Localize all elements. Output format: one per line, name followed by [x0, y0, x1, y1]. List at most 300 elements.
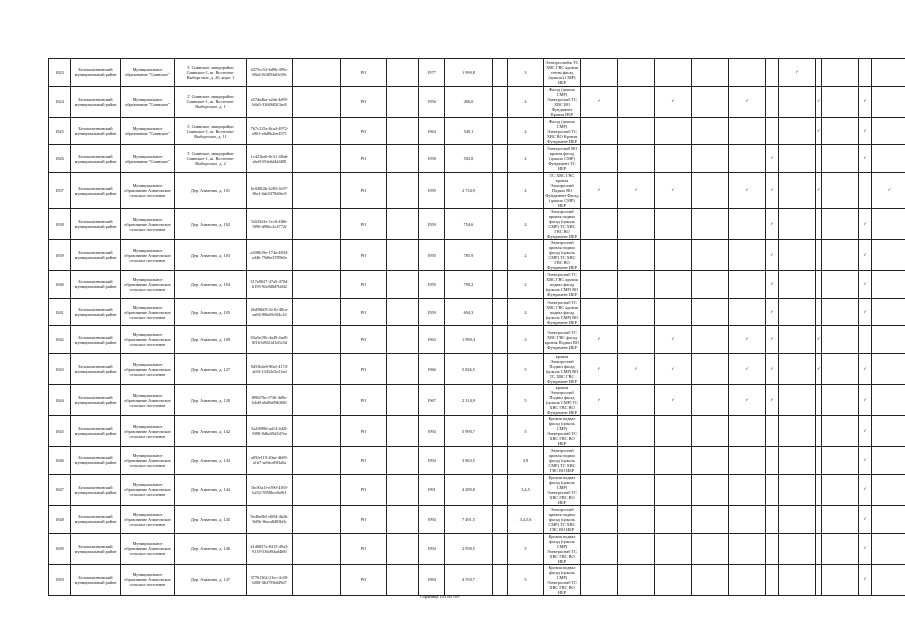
work-check-cell — [729, 326, 766, 354]
type-cell: РО — [341, 117, 387, 145]
works-list-cell: Электроснаб кровля подвал фасад (цоколь СМР) ТС ХВС ГВС ВО ИБР — [544, 505, 581, 533]
area-cell: 7 491,5 — [445, 505, 493, 533]
blank-cell — [493, 173, 508, 209]
checkmark-icon: ✓ — [770, 156, 774, 162]
address-cell: Дер. Азиатово, д. 103 — [175, 240, 247, 271]
year-cell: 1964 — [419, 117, 445, 145]
floors-cell: 3,4,5,6 — [508, 505, 544, 533]
work-check-cell — [692, 564, 729, 595]
table-row — [49, 533, 905, 564]
works-list-cell: Электроснаб ТС ХВС ГВС кровля подвал фасад (цоколь СМР) ВО Фундамент ИБР — [544, 271, 581, 299]
district-cell: Белокалитвинский муниципальный район — [71, 564, 121, 595]
floors-cell: 3 — [508, 326, 544, 354]
work-check-cell — [766, 474, 779, 505]
settlement-cell: Муниципальное образование Азиатовское сельское поселение — [121, 474, 175, 505]
work-check-cell — [618, 209, 655, 240]
row-id-cell: 1838 — [49, 209, 71, 240]
work-check-cell — [859, 86, 872, 117]
settlement-cell: Муниципальное образование Азиатовское сельское поселение — [121, 505, 175, 533]
blank-cell — [493, 86, 508, 117]
type-cell: РО — [341, 209, 387, 240]
area-cell: 798,2 — [445, 271, 493, 299]
checkmark-icon: ✓ — [745, 188, 749, 194]
district-cell: Белокалитвинский муниципальный район — [71, 298, 121, 326]
settlement-cell: Муниципальное образование Азиатовское сельское поселение — [121, 354, 175, 385]
address-cell: Дер. Азиатово, д. 144 — [175, 474, 247, 505]
checkmark-icon: ✓ — [770, 188, 774, 194]
work-check-cell — [779, 117, 816, 145]
type-cell: РО — [341, 385, 387, 416]
work-check-cell — [766, 209, 779, 240]
work-check-cell — [859, 505, 872, 533]
blank-cell — [493, 533, 508, 564]
work-check-cell — [618, 298, 655, 326]
cadastral-id-cell: a05fe119-20ae-4b08-a1b7-ae9acd9f3a0a — [247, 447, 293, 475]
checkmark-icon: ✓ — [597, 188, 601, 194]
year-cell: 1959 — [419, 271, 445, 299]
work-check-cell — [655, 533, 692, 564]
work-check-cell — [779, 271, 816, 299]
row-id-cell: 1823 — [49, 59, 71, 87]
work-check-cell — [822, 385, 859, 416]
area-cell: 540,1 — [445, 117, 493, 145]
works-list-cell: Электроснаб кровля подвал фасад (цоколь СМР) ТС ХВС ГВС ВО Фундамент ИБР — [544, 240, 581, 271]
row-id-cell: 1839 — [49, 240, 71, 271]
checkmark-icon: ✓ — [597, 99, 601, 105]
blank-cell — [387, 59, 419, 87]
blank-cell — [293, 533, 341, 564]
settlement-cell: Муниципальное образование Азиатовское сельское поселение — [121, 564, 175, 595]
works-list-cell: Фасад (цоколь СМР) Электроснаб ТС ХВС ВО Фундамент Кровля ИБР — [544, 86, 581, 117]
district-cell: Белокалитвинский муниципальный район — [71, 474, 121, 505]
work-check-cell — [655, 447, 692, 475]
work-check-cell — [766, 447, 779, 475]
work-check-cell — [766, 240, 779, 271]
work-check-cell — [779, 354, 816, 385]
work-check-cell — [581, 564, 618, 595]
floors-cell: 3,4,5 — [508, 474, 544, 505]
work-check-cell — [729, 86, 766, 117]
blank-cell — [387, 533, 419, 564]
blank-cell — [293, 240, 341, 271]
row-id-cell: 1848 — [49, 505, 71, 533]
checkmark-icon: ✓ — [863, 221, 867, 227]
row-id-cell: 1849 — [49, 533, 71, 564]
work-check-cell — [872, 271, 905, 299]
work-check-cell — [822, 240, 859, 271]
checkmark-icon: ✓ — [863, 487, 867, 493]
address-cell: Дер. Азиатово, д. 143 — [175, 447, 247, 475]
floors-cell: 2 — [508, 240, 544, 271]
area-cell: 2 958,5 — [445, 533, 493, 564]
cadastral-id-cell: 6c048f2b-4283-4c97-8bcf-4ab3378d8ec9 — [247, 173, 293, 209]
settlement-cell: Муниципальное образование Азиатовское сельское поселение — [121, 416, 175, 447]
settlement-cell: Муниципальное образование Азиатовское сельское поселение — [121, 209, 175, 240]
blank-cell — [493, 298, 508, 326]
year-cell: 1959 — [419, 209, 445, 240]
blank-cell — [293, 416, 341, 447]
work-check-cell — [779, 447, 816, 475]
settlement-cell: Муниципальное образование "Сиинское" — [121, 59, 175, 87]
table-row — [49, 271, 905, 299]
row-id-cell: 1850 — [49, 564, 71, 595]
work-check-cell — [618, 59, 655, 87]
work-check-cell — [766, 326, 779, 354]
checkmark-icon: ✓ — [863, 397, 867, 403]
work-check-cell — [779, 326, 816, 354]
checkmark-icon: ✓ — [817, 366, 821, 372]
work-check-cell — [872, 564, 905, 595]
checkmark-icon: ✓ — [770, 337, 774, 343]
blank-cell — [493, 240, 508, 271]
work-check-cell — [581, 298, 618, 326]
checkmark-icon: ✓ — [634, 366, 638, 372]
blank-cell — [493, 474, 508, 505]
work-check-cell — [872, 533, 905, 564]
blank-cell — [293, 209, 341, 240]
blank-cell — [387, 209, 419, 240]
area-cell: 2 314,9 — [445, 385, 493, 416]
work-check-cell — [692, 298, 729, 326]
work-check-cell — [692, 447, 729, 475]
works-list-cell: Кровля подвал фасад (цоколь СМР) Электроснаб ТС ХВС ГВС ВО ИБР — [544, 474, 581, 505]
floors-cell: 2 — [508, 86, 544, 117]
work-check-cell — [729, 209, 766, 240]
floors-cell: 2 — [508, 145, 544, 173]
work-check-cell — [618, 533, 655, 564]
work-check-cell — [581, 145, 618, 173]
year-cell: 1991 — [419, 474, 445, 505]
area-cell: 4 550,7 — [445, 564, 493, 595]
table-body — [49, 59, 905, 596]
type-cell: РО — [341, 59, 387, 87]
work-check-cell — [766, 385, 779, 416]
floors-cell: 2 — [508, 298, 544, 326]
address-cell: Дер. Азиатово, д. 127 — [175, 354, 247, 385]
work-check-cell — [766, 117, 779, 145]
district-cell: Белокалитвинский муниципальный район — [71, 447, 121, 475]
type-cell: РО — [341, 271, 387, 299]
year-cell: 1994 — [419, 533, 445, 564]
work-check-cell — [779, 173, 816, 209]
settlement-cell: Муниципальное образование "Сиинское" — [121, 117, 175, 145]
cadastral-id-cell: 317e8027-47a5-470d-b195-9fa9d8d7b842 — [247, 271, 293, 299]
work-check-cell — [766, 505, 779, 533]
blank-cell — [387, 145, 419, 173]
work-check-cell — [779, 564, 816, 595]
blank-cell — [293, 298, 341, 326]
blank-cell — [493, 354, 508, 385]
settlement-cell: Муниципальное образование Азиатовское сельское поселение — [121, 447, 175, 475]
work-check-cell — [729, 117, 766, 145]
blank-cell — [493, 447, 508, 475]
work-check-cell — [581, 209, 618, 240]
address-cell: Г. Сиинское, микрорайон Сиинское-1, ш. Восточно-Выборгское, д. 11 — [175, 117, 247, 145]
table-row — [49, 326, 905, 354]
work-check-cell — [766, 533, 779, 564]
work-check-cell — [766, 59, 779, 87]
floors-cell: 3 — [508, 59, 544, 87]
work-check-cell — [655, 173, 692, 209]
works-list-cell: Электроснабж ТС ХВС ГВС кровля стены фасад (цоколь) СМР) ИБР — [544, 59, 581, 87]
area-cell: 3 863,5 — [445, 447, 493, 475]
district-cell: Белокалитвинский муниципальный район — [71, 86, 121, 117]
blank-cell — [293, 354, 341, 385]
checkmark-icon: ✓ — [597, 397, 601, 403]
work-check-cell — [859, 354, 872, 385]
type-cell: РО — [341, 86, 387, 117]
work-check-cell — [655, 59, 692, 87]
works-list-cell: Электроснаб ТС ХВС ГВС кровля подвал фасад (цоколь СМР) ВО Фундамент ИБР — [544, 298, 581, 326]
work-check-cell — [766, 416, 779, 447]
year-cell: 1994 — [419, 447, 445, 475]
work-check-cell — [872, 354, 905, 385]
checkmark-icon: ✓ — [634, 188, 638, 194]
blank-cell — [293, 117, 341, 145]
district-cell: Белокалитвинский муниципальный район — [71, 209, 121, 240]
blank-cell — [493, 59, 508, 87]
table-row — [49, 416, 905, 447]
work-check-cell — [581, 86, 618, 117]
work-check-cell — [822, 447, 859, 475]
checkmark-icon: ✓ — [863, 309, 867, 315]
work-check-cell — [655, 385, 692, 416]
work-check-cell — [779, 533, 816, 564]
work-check-cell — [779, 86, 816, 117]
area-cell: 496,0 — [445, 86, 493, 117]
work-check-cell — [822, 271, 859, 299]
settlement-cell: Муниципальное образование Азиатовское сельское поселение — [121, 326, 175, 354]
work-check-cell — [766, 271, 779, 299]
work-check-cell — [872, 86, 905, 117]
work-check-cell — [859, 59, 872, 87]
works-list-cell: Электроснаб кровля подвал фасад (цоколь СМР) ТС ХВС ГВС ВО Фундамент ИБР — [544, 209, 581, 240]
work-check-cell — [655, 505, 692, 533]
checkmark-icon: ✓ — [863, 366, 867, 372]
work-check-cell — [729, 145, 766, 173]
work-check-cell — [779, 298, 816, 326]
blank-cell — [387, 86, 419, 117]
work-check-cell — [692, 209, 729, 240]
table-row — [49, 209, 905, 240]
work-check-cell — [872, 59, 905, 87]
table-row — [49, 117, 905, 145]
works-list-cell: Фасад (цоколь СМР) Электроснаб ТС ХВС ВО Кровля Фундамент ИБР — [544, 117, 581, 145]
checkmark-icon: ✓ — [597, 366, 601, 372]
area-cell: 5 826,5 — [445, 354, 493, 385]
table-row — [49, 86, 905, 117]
area-cell: 1 989,4 — [445, 326, 493, 354]
address-cell: Дер. Азиатово, д. 104 — [175, 271, 247, 299]
work-check-cell — [655, 86, 692, 117]
type-cell: РО — [341, 240, 387, 271]
works-list-cell: Электроснаб ВО кровля фасад (цоколь СМР) Фундамент ТС ИБР — [544, 145, 581, 173]
row-id-cell: 1845 — [49, 416, 71, 447]
work-check-cell — [692, 326, 729, 354]
blank-cell — [387, 173, 419, 209]
table-row — [49, 59, 905, 87]
settlement-cell: Муниципальное образование Азиатовское сельское поселение — [121, 298, 175, 326]
work-check-cell — [859, 117, 872, 145]
table-row — [49, 447, 905, 475]
checkmark-icon: ✓ — [863, 546, 867, 551]
work-check-cell — [692, 416, 729, 447]
checkmark-icon: ✓ — [863, 428, 867, 434]
works-list-cell: кровля Электроснаб Подвал фасад (цоколь СМР) ТС ХВС ГВС ВО Фундамент ИБР — [544, 385, 581, 416]
address-cell: Дер. Азиатово, д. 101 — [175, 173, 247, 209]
table-row — [49, 564, 905, 595]
work-check-cell — [779, 209, 816, 240]
settlement-cell: Муниципальное образование Азиатовское сельское поселение — [121, 240, 175, 271]
floors-cell: 2 — [508, 271, 544, 299]
address-cell: Дер. Азиатово, д. 102 — [175, 209, 247, 240]
address-cell: Дер. Азиатово, д. 142 — [175, 416, 247, 447]
work-check-cell — [655, 564, 692, 595]
floors-cell: 2 — [508, 209, 544, 240]
work-check-cell — [729, 385, 766, 416]
blank-cell — [293, 447, 341, 475]
work-check-cell — [581, 447, 618, 475]
checkmark-icon: ✓ — [671, 99, 675, 105]
address-cell: Г. Сиинское, микрорайон Сиинское-1, ш. Восточно-Выборгское, д. 20, корп. 1 — [175, 59, 247, 87]
work-check-cell — [618, 416, 655, 447]
year-cell: 1966 — [419, 354, 445, 385]
row-id-cell: 1841 — [49, 298, 71, 326]
address-cell: Дер. Азиатово, д. 146 — [175, 533, 247, 564]
work-check-cell — [872, 326, 905, 354]
work-check-cell — [729, 354, 766, 385]
work-check-cell — [822, 86, 859, 117]
work-check-cell — [618, 86, 655, 117]
blank-cell — [293, 564, 341, 595]
cadastral-id-cell: 4475cc52-6d9b-495c-88a2-0f4054d0e39c — [247, 59, 293, 87]
work-check-cell — [729, 447, 766, 475]
cadastral-id-cell: 5ed6e0b5-d05d-4b2b-8d5b-f6aca8d83b0c — [247, 505, 293, 533]
district-cell: Белокалитвинский муниципальный район — [71, 505, 121, 533]
works-list-cell: ТС ХВС ГВС кровля Электроснаб Подвал ВО Фундамент Фасад (цоколь СМР) ИБР — [545, 173, 579, 209]
area-cell: 694,3 — [445, 298, 493, 326]
work-check-cell — [581, 326, 618, 354]
work-check-cell — [822, 416, 859, 447]
area-cell: 2 734,9 — [445, 173, 493, 209]
cadastral-id-cell: 1c421ba6-8c31-48ab-aba9-05fe6d4d4f08 — [247, 145, 293, 173]
checkmark-icon: ✓ — [597, 337, 601, 343]
work-check-cell — [618, 173, 655, 209]
work-check-cell — [766, 564, 779, 595]
work-check-cell — [872, 173, 905, 209]
cadastral-id-cell: 5a2f0986-ad14-4d2f-8f98-8d6a39d347ea — [247, 416, 293, 447]
cadastral-id-cell: 26d58b05-5e1b-48ca-aa04-86bd9c0f4c1d — [247, 298, 293, 326]
cadastral-id-cell: f896f7bc-f736-4d9e-b4d0-a6d8a09b368f — [247, 385, 293, 416]
cadastral-id-cell: 7b7c215a-8ca4-4972-a961-e6d8b2ee4571 — [247, 117, 293, 145]
table-row — [49, 474, 905, 505]
blank-cell — [493, 564, 508, 595]
work-check-cell — [692, 86, 729, 117]
blank-cell — [493, 145, 508, 173]
work-check-cell — [618, 117, 655, 145]
blank-cell — [387, 326, 419, 354]
cadastral-id-cell: a308b19e-174a-4834-a44b-79d6e3789b5e — [247, 240, 293, 271]
work-check-cell — [581, 505, 618, 533]
work-check-cell — [655, 271, 692, 299]
work-check-cell — [779, 474, 816, 505]
blank-cell — [293, 385, 341, 416]
work-check-cell — [692, 385, 729, 416]
cadastral-id-cell: 03a5e19b-4a49-4ad5-8f16-b8021d1d3c5d — [247, 326, 293, 354]
work-check-cell — [859, 326, 872, 354]
work-check-cell — [779, 240, 816, 271]
address-cell: Дер. Азиатово, д. 128 — [175, 385, 247, 416]
work-check-cell — [618, 326, 655, 354]
blank-cell — [293, 59, 341, 87]
blank-cell — [387, 564, 419, 595]
work-check-cell — [822, 298, 859, 326]
type-cell: РО — [341, 474, 387, 505]
district-cell: Белокалитвинский муниципальный район — [71, 59, 121, 87]
year-cell: 1984 — [419, 564, 445, 595]
area-cell: 1 999,8 — [445, 59, 493, 87]
row-id-cell: 1844 — [49, 385, 71, 416]
checkmark-icon: ✓ — [745, 397, 749, 403]
blank-cell — [387, 474, 419, 505]
blank-cell — [387, 385, 419, 416]
area-cell: 754,6 — [445, 209, 493, 240]
row-id-cell: 1825 — [49, 117, 71, 145]
blank-cell — [293, 173, 341, 209]
district-cell: Белокалитвинский муниципальный район — [71, 271, 121, 299]
work-check-cell — [859, 173, 872, 209]
work-check-cell — [766, 145, 779, 173]
checkmark-icon: ✓ — [863, 128, 867, 134]
work-check-cell — [692, 354, 729, 385]
work-check-cell — [872, 298, 905, 326]
work-check-cell — [779, 59, 816, 87]
type-cell: РО — [341, 505, 387, 533]
work-check-cell — [581, 240, 618, 271]
area-cell: 502,8 — [445, 145, 493, 173]
year-cell: 1956 — [419, 86, 445, 117]
work-check-cell — [872, 385, 905, 416]
works-list-cell: Кровля подвал фасад (цоколь СМР) Электроснаб ТС ХВС ГВС ВО ИБР — [544, 564, 581, 595]
type-cell: РО — [341, 173, 387, 209]
settlement-cell: Муниципальное образование Азиатовское сельское поселение — [121, 385, 175, 416]
blank-cell — [293, 505, 341, 533]
work-check-cell — [618, 354, 655, 385]
blank-cell — [493, 416, 508, 447]
blank-cell — [493, 505, 508, 533]
year-cell: 1977 — [419, 59, 445, 87]
work-check-cell — [581, 354, 618, 385]
work-check-cell — [581, 533, 618, 564]
settlement-cell: Муниципальное образование Азиатовское сельское поселение — [121, 271, 175, 299]
work-check-cell — [729, 298, 766, 326]
blank-cell — [387, 240, 419, 271]
cadastral-id-cell: 0d53b4e6-80af-4174-a03f-13452e5e21ed — [247, 354, 293, 385]
district-cell: Белокалитвинский муниципальный район — [71, 416, 121, 447]
work-check-cell — [581, 173, 618, 209]
work-check-cell — [581, 271, 618, 299]
work-check-cell — [872, 240, 905, 271]
page-footer: Страница 103 из 109 — [420, 594, 460, 599]
checkmark-icon: ✓ — [745, 337, 749, 343]
checkmark-icon: ✓ — [770, 252, 774, 258]
checkmark-icon: ✓ — [770, 221, 774, 227]
work-check-cell — [581, 385, 618, 416]
checkmark-icon: ✓ — [671, 188, 675, 194]
blank-cell — [293, 271, 341, 299]
work-check-cell — [729, 474, 766, 505]
row-id-cell: 1837 — [49, 173, 71, 209]
